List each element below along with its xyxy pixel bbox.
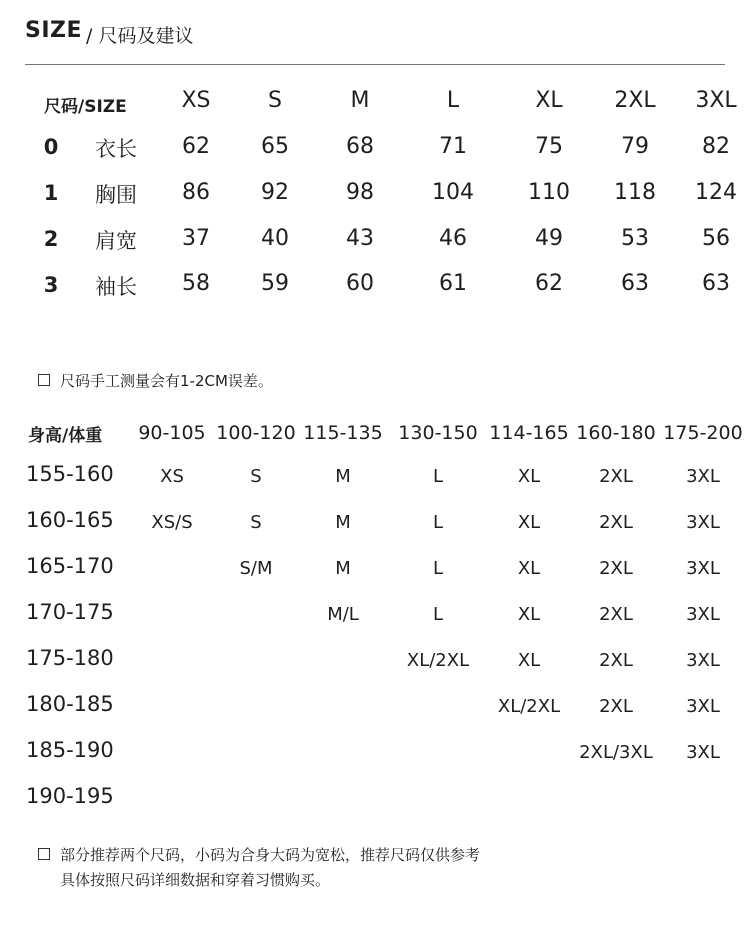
size-header-xs: XS — [181, 88, 211, 113]
recommend-cell: S/M — [239, 558, 273, 579]
recommend-cell: M — [335, 512, 351, 533]
recommend-cell: XL — [517, 558, 541, 579]
size-cell: 65 — [261, 134, 289, 159]
size-row-label: 袖长 — [95, 275, 137, 299]
recommend-cell: M — [335, 466, 351, 487]
size-row-index: 0 — [43, 135, 59, 159]
recommend-table-corner: 身高/体重 — [28, 426, 103, 446]
recommend-cell: XS — [160, 466, 184, 487]
weight-header: 160-180 — [576, 422, 656, 444]
size-cell: 92 — [261, 180, 289, 205]
recommend-cell: 3XL — [686, 696, 720, 717]
recommend-cell: S — [250, 512, 262, 533]
recommend-cell: 3XL — [686, 650, 720, 671]
size-cell: 75 — [535, 134, 563, 159]
recommend-cell: XL — [517, 512, 541, 533]
recommend-note-line1: 部分推荐两个尺码，小码为合身大码为宽松，推荐尺码仅供参考 — [60, 846, 481, 864]
recommend-cell: 2XL — [599, 466, 633, 487]
header-divider — [25, 64, 725, 65]
size-row-index: 1 — [43, 181, 59, 205]
size-cell: 104 — [432, 180, 474, 205]
recommend-cell: XL — [517, 650, 541, 671]
recommend-cell: 2XL — [599, 604, 633, 625]
size-row-label: 胸围 — [95, 183, 137, 207]
size-cell: 61 — [439, 271, 467, 296]
recommend-cell: L — [432, 558, 444, 579]
weight-header: 100-120 — [216, 422, 296, 444]
size-cell: 124 — [695, 180, 737, 205]
size-cell: 110 — [528, 180, 570, 205]
weight-header: 90-105 — [138, 422, 206, 444]
weight-header: 114-165 — [489, 422, 569, 444]
size-cell: 53 — [621, 226, 649, 251]
recommend-cell: L — [432, 512, 444, 533]
recommend-cell: XL/2XL — [497, 696, 561, 717]
recommend-cell: M/L — [327, 604, 359, 625]
size-header-m: M — [350, 88, 370, 113]
height-label: 170-175 — [26, 600, 114, 624]
height-label: 185-190 — [26, 738, 114, 762]
size-header-3xl: 3XL — [695, 88, 737, 113]
recommend-cell: XL — [517, 466, 541, 487]
note-checkbox-icon — [38, 848, 50, 860]
size-header-s: S — [268, 88, 282, 113]
size-cell: 62 — [182, 134, 210, 159]
header-subtitle: / 尺码及建议 — [86, 25, 194, 47]
height-label: 190-195 — [26, 784, 114, 808]
recommend-cell: L — [432, 604, 444, 625]
note-checkbox-icon — [38, 374, 50, 386]
size-header-2xl: 2XL — [614, 88, 656, 113]
recommend-cell: 3XL — [686, 742, 720, 763]
header-size-label: SIZE — [25, 18, 83, 43]
recommend-cell: XL — [517, 604, 541, 625]
recommend-cell: 3XL — [686, 512, 720, 533]
height-label: 165-170 — [26, 554, 114, 578]
size-cell: 86 — [182, 180, 210, 205]
size-cell: 63 — [702, 271, 730, 296]
size-cell: 62 — [535, 271, 563, 296]
recommend-cell: L — [432, 466, 444, 487]
size-cell: 43 — [346, 226, 374, 251]
recommend-cell: 3XL — [686, 604, 720, 625]
size-cell: 37 — [182, 226, 210, 251]
size-row-index: 3 — [43, 273, 59, 297]
size-cell: 63 — [621, 271, 649, 296]
size-cell: 56 — [702, 226, 730, 251]
size-cell: 71 — [439, 134, 467, 159]
size-cell: 58 — [182, 271, 210, 296]
recommend-cell: XL/2XL — [406, 650, 470, 671]
recommend-cell: M — [335, 558, 351, 579]
size-cell: 68 — [346, 134, 374, 159]
size-cell: 49 — [535, 226, 563, 251]
size-header-xl: XL — [535, 88, 563, 113]
size-cell: 98 — [346, 180, 374, 205]
size-cell: 118 — [614, 180, 656, 205]
size-row-label: 衣长 — [95, 137, 137, 161]
size-row-index: 2 — [43, 227, 59, 251]
recommend-note-line2: 具体按照尺码详细数据和穿着习惯购买。 — [60, 871, 331, 889]
weight-header: 115-135 — [303, 422, 383, 444]
height-label: 175-180 — [26, 646, 114, 670]
size-table-corner: 尺码/SIZE — [44, 97, 127, 117]
size-cell: 46 — [439, 226, 467, 251]
height-label: 160-165 — [26, 508, 114, 532]
recommend-cell: S — [250, 466, 262, 487]
recommend-cell: 2XL — [599, 696, 633, 717]
weight-header: 130-150 — [398, 422, 478, 444]
recommend-cell: 2XL — [599, 512, 633, 533]
recommend-cell: 3XL — [686, 466, 720, 487]
height-label: 180-185 — [26, 692, 114, 716]
size-cell: 59 — [261, 271, 289, 296]
recommend-cell: 2XL — [599, 558, 633, 579]
recommend-cell: 3XL — [686, 558, 720, 579]
size-cell: 40 — [261, 226, 289, 251]
weight-header: 175-200 — [663, 422, 743, 444]
size-cell: 82 — [702, 134, 730, 159]
recommend-cell: 2XL — [599, 650, 633, 671]
recommend-cell: 2XL/3XL — [579, 742, 653, 763]
recommend-cell: XS/S — [151, 512, 193, 533]
size-cell: 60 — [346, 271, 374, 296]
size-header-l: L — [446, 88, 460, 113]
size-row-label: 肩宽 — [95, 229, 137, 253]
height-label: 155-160 — [26, 462, 114, 486]
size-cell: 79 — [621, 134, 649, 159]
measurement-note: 尺码手工测量会有1-2CM误差。 — [60, 372, 273, 390]
